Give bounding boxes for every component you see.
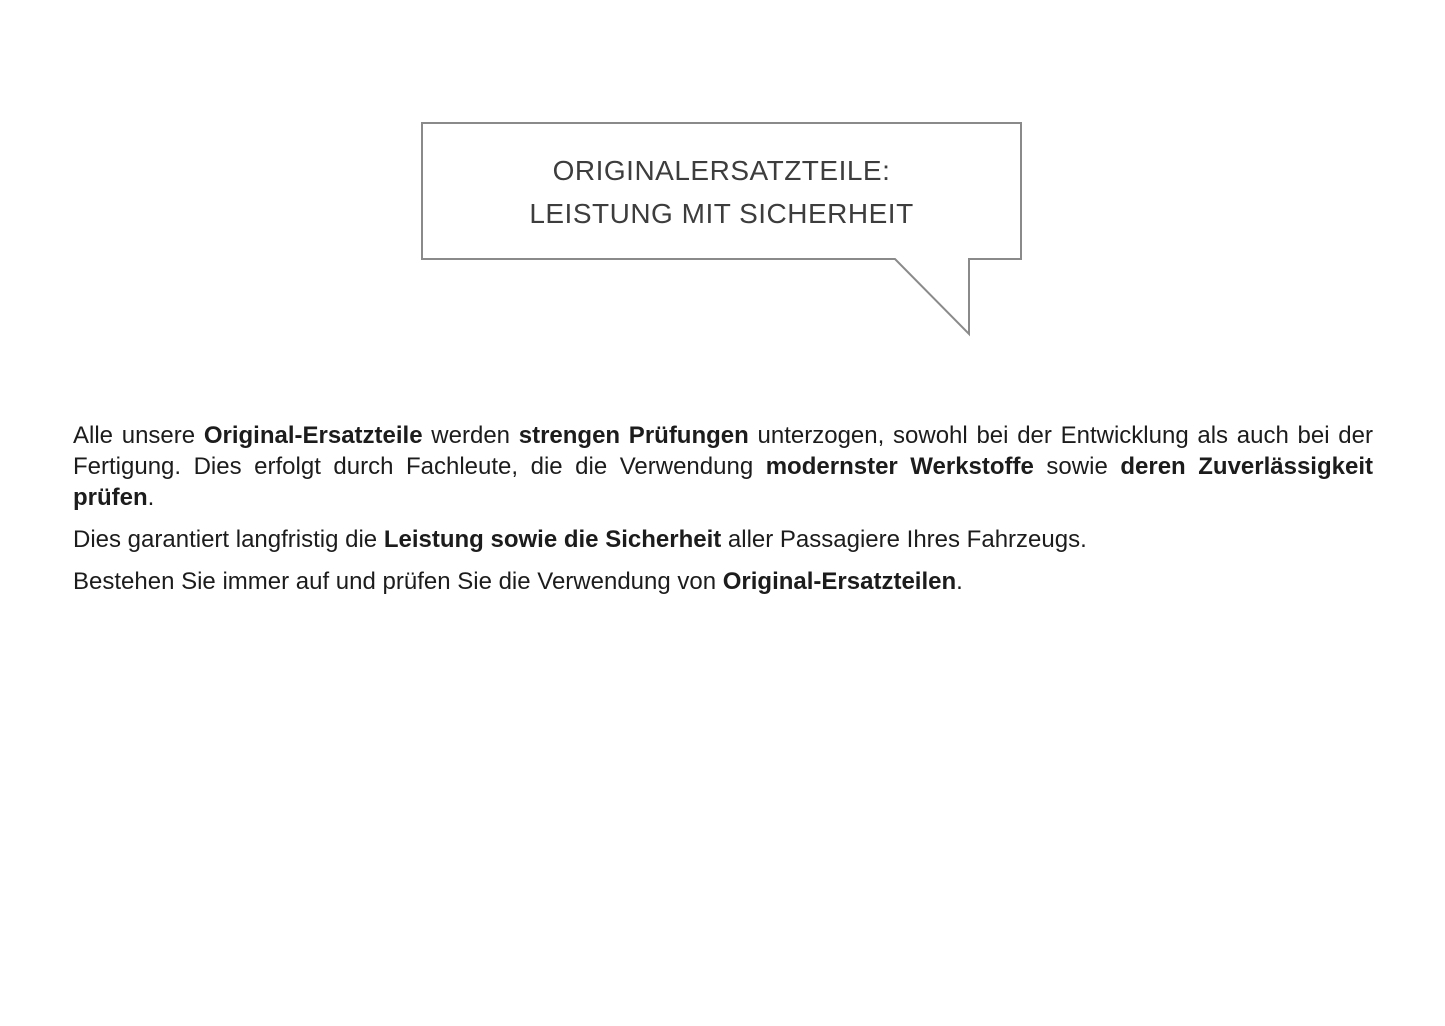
paragraph-insist: Bestehen Sie immer auf und prüfen Sie die Verwendung von Original-Ersatzteilen.	[73, 568, 963, 595]
paragraph-quality-checks: Alle unsere Original-Ersatzteile werden strengen Prüfungen unterzogen, sowohl bei der Entwicklung als auch bei der Fertigung. Dies erfolgt durch Fachleute, die die Verwendung modernster Werkstoffe sowie deren Zuverlässigkeit prüfen.	[73, 422, 1373, 511]
paragraph-guarantee: Dies garantiert langfristig die Leistung sowie die Sicherheit aller Passagiere Ihres Fahrzeugs.	[73, 526, 1087, 553]
speech-bubble-text	[422, 149, 1021, 235]
speech-bubble-line-1: ORIGINALERSATZTEILE:	[552, 155, 891, 186]
speech-bubble-line-2: LEISTUNG MIT SICHERHEIT	[529, 198, 914, 229]
body-text	[73, 420, 1373, 608]
